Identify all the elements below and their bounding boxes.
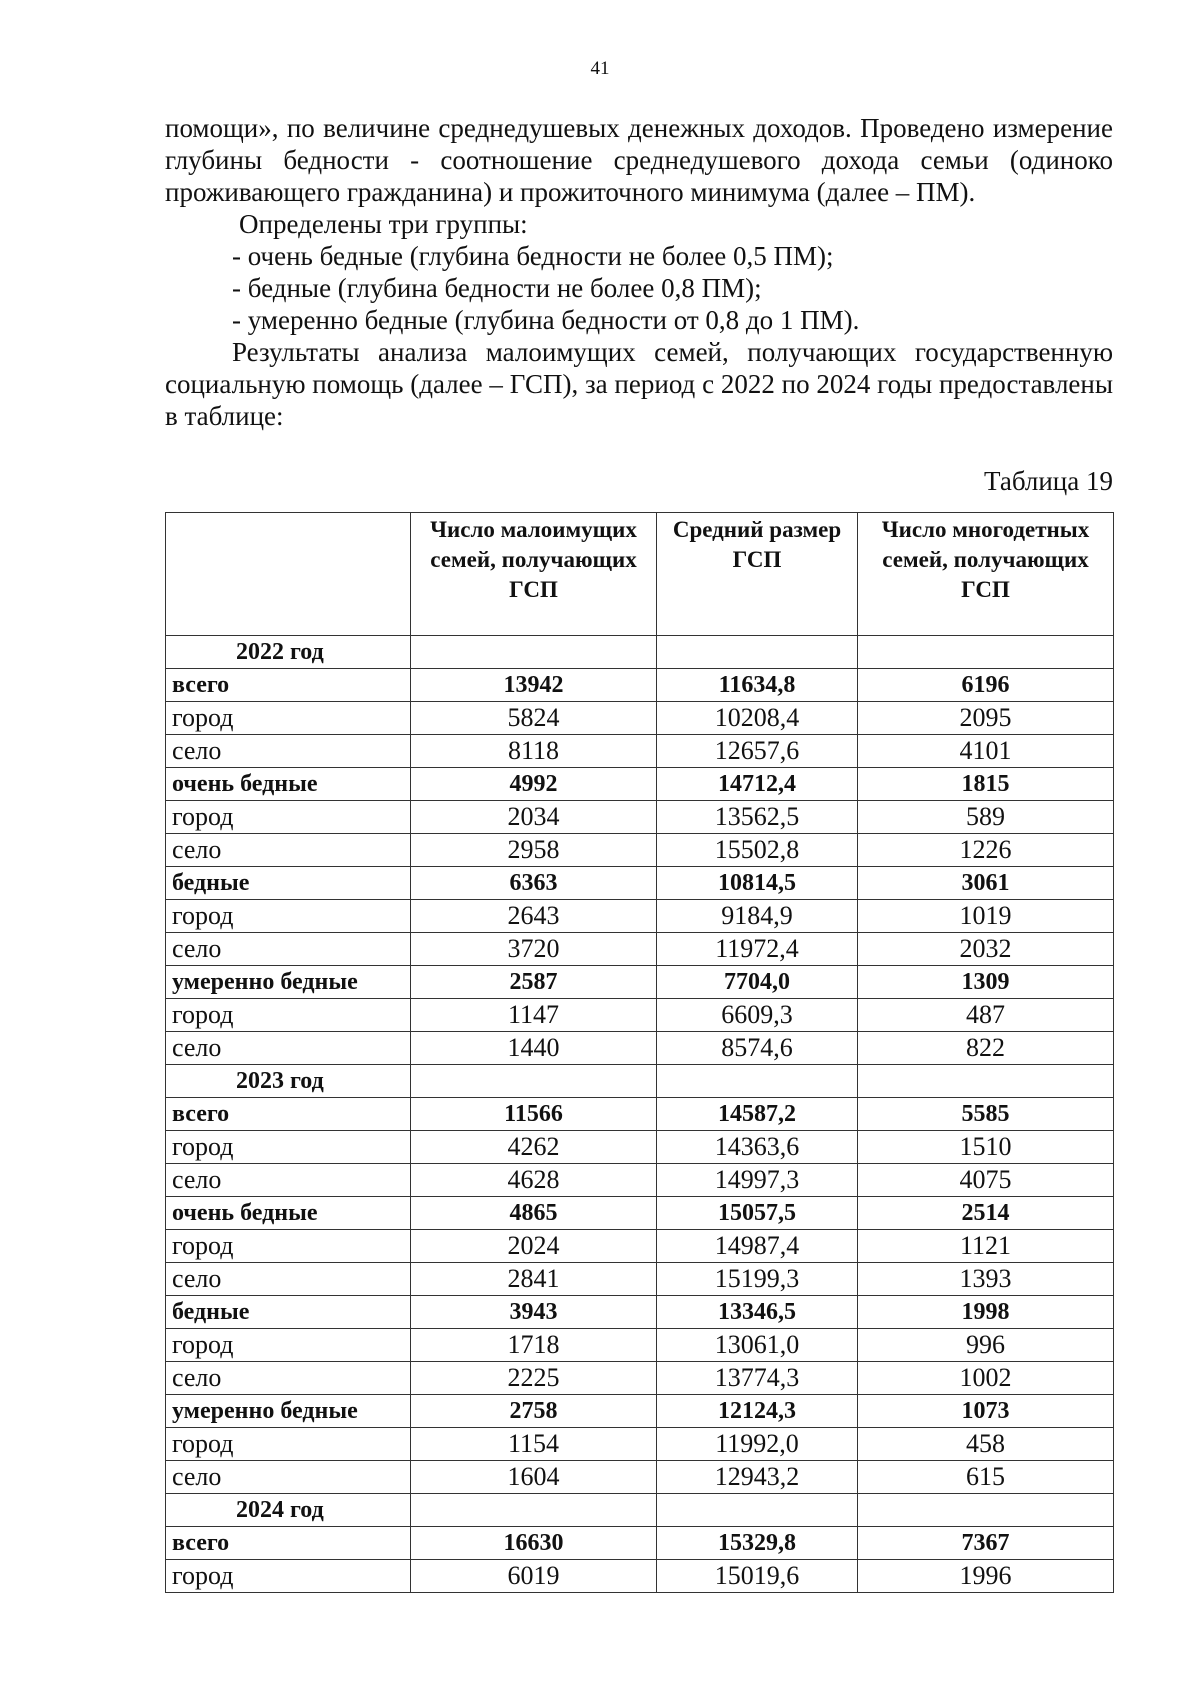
large-families-count: 3061 — [858, 867, 1114, 900]
row-label: село — [166, 1263, 411, 1296]
average-gsp: 14712,4 — [657, 768, 858, 801]
table-row — [166, 999, 1114, 1032]
average-gsp: 15057,5 — [657, 1197, 858, 1230]
large-families-count: 1002 — [858, 1362, 1114, 1395]
table-row — [166, 669, 1114, 702]
table-row — [166, 1230, 1114, 1263]
large-families-count — [858, 1065, 1114, 1098]
average-gsp: 14997,3 — [657, 1164, 858, 1197]
average-gsp: 9184,9 — [657, 900, 858, 933]
families-count: 4865 — [411, 1197, 657, 1230]
families-count: 4262 — [411, 1131, 657, 1164]
groups-intro: Определены три группы: — [239, 209, 528, 239]
large-families-count: 1510 — [858, 1131, 1114, 1164]
large-families-count: 2095 — [858, 702, 1114, 735]
average-gsp: 13562,5 — [657, 801, 858, 834]
year-row — [166, 1494, 1114, 1527]
table-row — [166, 1164, 1114, 1197]
row-label: всего — [166, 1098, 411, 1131]
large-families-count: 996 — [858, 1329, 1114, 1362]
average-gsp: 7704,0 — [657, 966, 858, 999]
large-families-count: 2514 — [858, 1197, 1114, 1230]
table-row — [166, 801, 1114, 834]
group-item-moderately-poor: - умеренно бедные (глубина бедности от 0,8 до 1 ПМ). — [232, 305, 860, 335]
average-gsp: 6609,3 — [657, 999, 858, 1032]
average-gsp: 15199,3 — [657, 1263, 858, 1296]
row-label: очень бедные — [166, 1197, 411, 1230]
families-count: 4992 — [411, 768, 657, 801]
row-label: село — [166, 735, 411, 768]
page-number: 41 — [590, 58, 610, 79]
header-large-families-count: Число многодетных семей, получающих ГСП — [858, 513, 1114, 636]
table-caption: Таблица 19 — [984, 466, 1113, 496]
row-label: село — [166, 1032, 411, 1065]
average-gsp: 12657,6 — [657, 735, 858, 768]
families-count: 4628 — [411, 1164, 657, 1197]
families-count: 2587 — [411, 966, 657, 999]
year-row — [166, 636, 1114, 669]
table-row — [166, 1395, 1114, 1428]
families-count — [411, 636, 657, 669]
table-row — [166, 1032, 1114, 1065]
average-gsp — [657, 1494, 858, 1527]
families-count: 13942 — [411, 669, 657, 702]
large-families-count: 5585 — [858, 1098, 1114, 1131]
average-gsp — [657, 1065, 858, 1098]
average-gsp: 15329,8 — [657, 1527, 858, 1560]
families-count: 2024 — [411, 1230, 657, 1263]
table-header-row — [166, 513, 1114, 636]
average-gsp: 11634,8 — [657, 669, 858, 702]
families-count: 1440 — [411, 1032, 657, 1065]
table-row — [166, 966, 1114, 999]
large-families-count: 1309 — [858, 966, 1114, 999]
row-label: город — [166, 702, 411, 735]
average-gsp: 12124,3 — [657, 1395, 858, 1428]
row-label: село — [166, 1362, 411, 1395]
table-row — [166, 1362, 1114, 1395]
families-count: 2225 — [411, 1362, 657, 1395]
average-gsp: 14587,2 — [657, 1098, 858, 1131]
row-label: город — [166, 1131, 411, 1164]
row-label: село — [166, 1461, 411, 1494]
families-count: 1718 — [411, 1329, 657, 1362]
row-label: село — [166, 834, 411, 867]
row-label: всего — [166, 669, 411, 702]
families-count: 6019 — [411, 1560, 657, 1593]
header-families-count: Число малоимущих семей, получающих ГСП — [411, 513, 657, 636]
average-gsp: 11972,4 — [657, 933, 858, 966]
table-row — [166, 1329, 1114, 1362]
table-row — [166, 702, 1114, 735]
large-families-count: 487 — [858, 999, 1114, 1032]
large-families-count — [858, 1494, 1114, 1527]
families-count: 2034 — [411, 801, 657, 834]
average-gsp: 13774,3 — [657, 1362, 858, 1395]
average-gsp: 11992,0 — [657, 1428, 858, 1461]
families-count: 5824 — [411, 702, 657, 735]
families-count: 1147 — [411, 999, 657, 1032]
row-label: город — [166, 1329, 411, 1362]
average-gsp: 12943,2 — [657, 1461, 858, 1494]
table-row — [166, 1527, 1114, 1560]
row-label: город — [166, 1560, 411, 1593]
average-gsp: 13061,0 — [657, 1329, 858, 1362]
families-count: 11566 — [411, 1098, 657, 1131]
average-gsp: 8574,6 — [657, 1032, 858, 1065]
table-row — [166, 834, 1114, 867]
row-label: село — [166, 933, 411, 966]
table-row — [166, 1461, 1114, 1494]
row-label: 2022 год — [166, 636, 411, 669]
families-count — [411, 1065, 657, 1098]
table-row — [166, 1131, 1114, 1164]
large-families-count: 615 — [858, 1461, 1114, 1494]
families-count: 3943 — [411, 1296, 657, 1329]
row-label: бедные — [166, 1296, 411, 1329]
large-families-count: 1019 — [858, 900, 1114, 933]
average-gsp: 10814,5 — [657, 867, 858, 900]
families-count: 2958 — [411, 834, 657, 867]
average-gsp: 15502,8 — [657, 834, 858, 867]
row-label: город — [166, 801, 411, 834]
large-families-count: 1073 — [858, 1395, 1114, 1428]
table-row — [166, 735, 1114, 768]
table-row — [166, 1098, 1114, 1131]
row-label: город — [166, 900, 411, 933]
families-count: 1154 — [411, 1428, 657, 1461]
average-gsp: 15019,6 — [657, 1560, 858, 1593]
table-row — [166, 1296, 1114, 1329]
average-gsp: 10208,4 — [657, 702, 858, 735]
large-families-count: 1121 — [858, 1230, 1114, 1263]
table-body — [166, 636, 1114, 1593]
header-label-column — [166, 513, 411, 636]
large-families-count: 1996 — [858, 1560, 1114, 1593]
large-families-count: 2032 — [858, 933, 1114, 966]
large-families-count: 458 — [858, 1428, 1114, 1461]
families-count: 2841 — [411, 1263, 657, 1296]
large-families-count: 7367 — [858, 1527, 1114, 1560]
table-row — [166, 867, 1114, 900]
families-count: 1604 — [411, 1461, 657, 1494]
row-label: город — [166, 1428, 411, 1461]
average-gsp: 14987,4 — [657, 1230, 858, 1263]
families-count: 6363 — [411, 867, 657, 900]
paragraph-intro: помощи», по величине среднедушевых денежных доходов. Проведено измерение глубины бедности - соотношение среднедушевого дохода семьи (одиноко проживающего гражданина) и прожиточного минимума (далее – ПМ). — [165, 113, 1113, 207]
row-label: 2023 год — [166, 1065, 411, 1098]
row-label: очень бедные — [166, 768, 411, 801]
group-item-poor: - бедные (глубина бедности не более 0,8 ПМ); — [232, 273, 762, 303]
large-families-count: 822 — [858, 1032, 1114, 1065]
large-families-count — [858, 636, 1114, 669]
row-label: всего — [166, 1527, 411, 1560]
table-row — [166, 900, 1114, 933]
large-families-count: 1998 — [858, 1296, 1114, 1329]
table-row — [166, 933, 1114, 966]
table-row — [166, 1263, 1114, 1296]
row-label: 2024 год — [166, 1494, 411, 1527]
row-label: город — [166, 1230, 411, 1263]
families-count: 3720 — [411, 933, 657, 966]
data-table — [165, 512, 1114, 1593]
families-count: 2758 — [411, 1395, 657, 1428]
table-row — [166, 768, 1114, 801]
families-count: 16630 — [411, 1527, 657, 1560]
row-label: бедные — [166, 867, 411, 900]
row-label: умеренно бедные — [166, 966, 411, 999]
large-families-count: 589 — [858, 801, 1114, 834]
families-count — [411, 1494, 657, 1527]
group-item-very-poor: - очень бедные (глубина бедности не более 0,5 ПМ); — [232, 241, 834, 271]
row-label: город — [166, 999, 411, 1032]
families-count: 2643 — [411, 900, 657, 933]
large-families-count: 1393 — [858, 1263, 1114, 1296]
large-families-count: 4101 — [858, 735, 1114, 768]
table-row — [166, 1428, 1114, 1461]
large-families-count: 1815 — [858, 768, 1114, 801]
families-count: 8118 — [411, 735, 657, 768]
paragraph-results: Результаты анализа малоимущих семей, получающих государственную социальную помощь (далее – ГСП), за период с 2022 по 2024 годы предоставлены в таблице: — [165, 337, 1113, 431]
table-row — [166, 1560, 1114, 1593]
row-label: село — [166, 1164, 411, 1197]
year-row — [166, 1065, 1114, 1098]
large-families-count: 1226 — [858, 834, 1114, 867]
average-gsp — [657, 636, 858, 669]
table-row — [166, 1197, 1114, 1230]
body-text — [165, 112, 1113, 432]
large-families-count: 4075 — [858, 1164, 1114, 1197]
average-gsp: 13346,5 — [657, 1296, 858, 1329]
average-gsp: 14363,6 — [657, 1131, 858, 1164]
row-label: умеренно бедные — [166, 1395, 411, 1428]
large-families-count: 6196 — [858, 669, 1114, 702]
header-average-gsp: Средний размер ГСП — [657, 513, 858, 636]
